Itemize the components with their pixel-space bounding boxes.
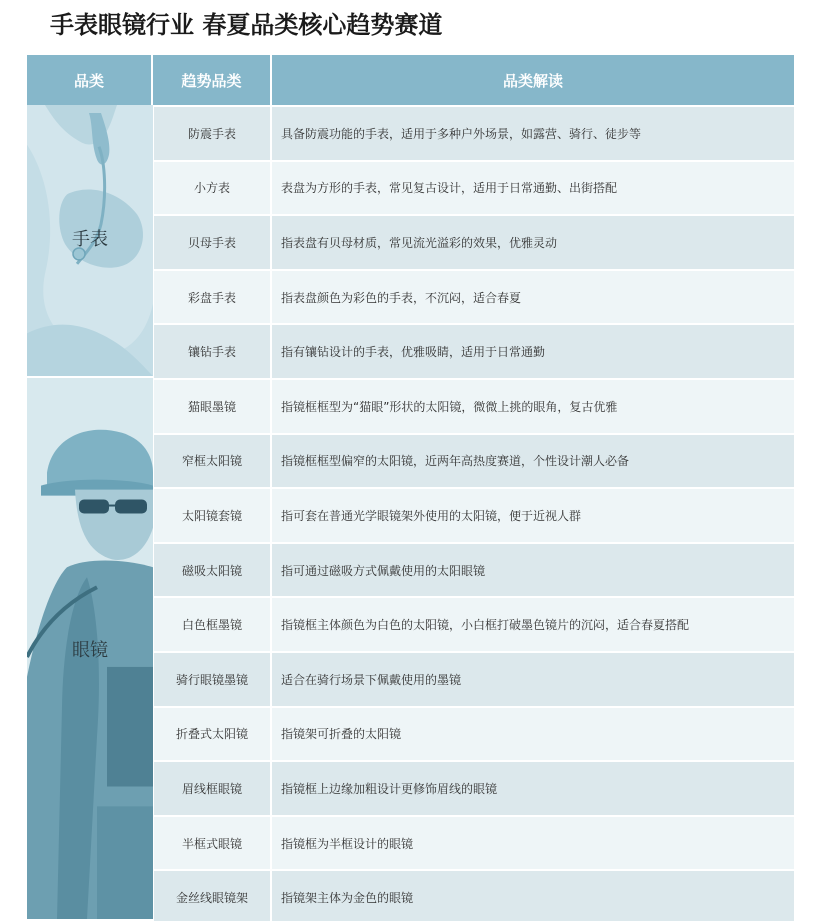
table-row [153,651,794,706]
interpretation-cell: 适合在骑行场景下佩戴使用的墨镜 [281,672,462,687]
table-row [153,105,794,160]
trend-category-cell: 眉线框眼镜 [153,762,272,815]
table-row [153,869,794,921]
interpretation-cell: 指表盘有贝母材质，常见流光溢彩的效果，优雅灵动 [281,235,558,250]
interpretation-cell: 指可通过磁吸方式佩戴使用的太阳眼镜 [281,563,486,578]
category-label-watch: 手表 [72,229,108,250]
category-cell-watch [27,105,153,378]
trend-category-cell: 窄框太阳镜 [153,435,272,488]
interpretation-cell: 指有镶钻设计的手表，优雅吸睛，适用于日常通勤 [281,345,546,360]
trend-category-cell: 磁吸太阳镜 [153,544,272,597]
interpretation-cell: 指表盘颜色为彩色的手表，不沉闷，适合春夏 [281,290,522,305]
trend-category-cell: 金丝线眼镜架 [153,871,272,921]
trend-category-cell: 折叠式太阳镜 [153,708,272,761]
table-row [153,760,794,815]
interpretation-cell: 表盘为方形的手表，常见复古设计，适用于日常通勤、出街搭配 [281,181,618,196]
interpretation-cell: 指可套在普通光学眼镜架外使用的太阳镜，便于近视人群 [281,508,582,523]
trend-category-cell: 防震手表 [153,107,272,160]
trend-table [27,55,794,921]
table-row [153,706,794,761]
table-row [153,487,794,542]
table-row [153,542,794,597]
trend-category-cell: 猫眼墨镜 [153,380,272,433]
interpretation-cell: 指镜框上边缘加粗设计更修饰眉线的眼镜 [281,781,498,796]
category-cell-glasses [27,378,153,921]
interpretation-cell: 指镜架主体为金色的眼镜 [281,891,414,906]
table-row [153,378,794,433]
trend-category-cell: 小方表 [153,162,272,215]
trend-category-cell: 白色框墨镜 [153,598,272,651]
header-category: 品类 [27,55,153,105]
table-row [153,269,794,324]
interpretation-cell: 指镜框框型为“猫眼”形状的太阳镜，微微上挑的眼角，复古优雅 [281,399,618,414]
table-row [153,160,794,215]
table-row [153,214,794,269]
trend-category-cell: 太阳镜套镜 [153,489,272,542]
interpretation-cell: 指镜架可折叠的太阳镜 [281,727,402,742]
trend-category-cell: 贝母手表 [153,216,272,269]
category-label-glasses: 眼镜 [72,640,108,661]
trend-category-cell: 骑行眼镜墨镜 [153,653,272,706]
page-title: 手表眼镜行业 春夏品类核心趋势赛道 [50,11,443,39]
trend-category-cell: 彩盘手表 [153,271,272,324]
interpretation-cell: 指镜框为半框设计的眼镜 [281,836,414,851]
header-trend: 趋势品类 [153,55,272,105]
trend-category-cell: 镶钻手表 [153,325,272,378]
trend-category-cell: 半框式眼镜 [153,817,272,870]
interpretation-cell: 指镜框框型偏窄的太阳镜，近两年高热度赛道，个性设计潮人必备 [281,454,630,469]
table-row [153,323,794,378]
table-row [153,596,794,651]
table-header [27,55,794,105]
header-interpretation: 品类解读 [502,71,563,90]
table-row [153,433,794,488]
table-row [153,815,794,870]
interpretation-cell: 指镜框主体颜色为白色的太阳镜，小白框打破墨色镜片的沉闷，适合春夏搭配 [281,618,690,633]
interpretation-cell: 具备防震功能的手表，适用于多种户外场景，如露营、骑行、徒步等 [281,126,642,141]
